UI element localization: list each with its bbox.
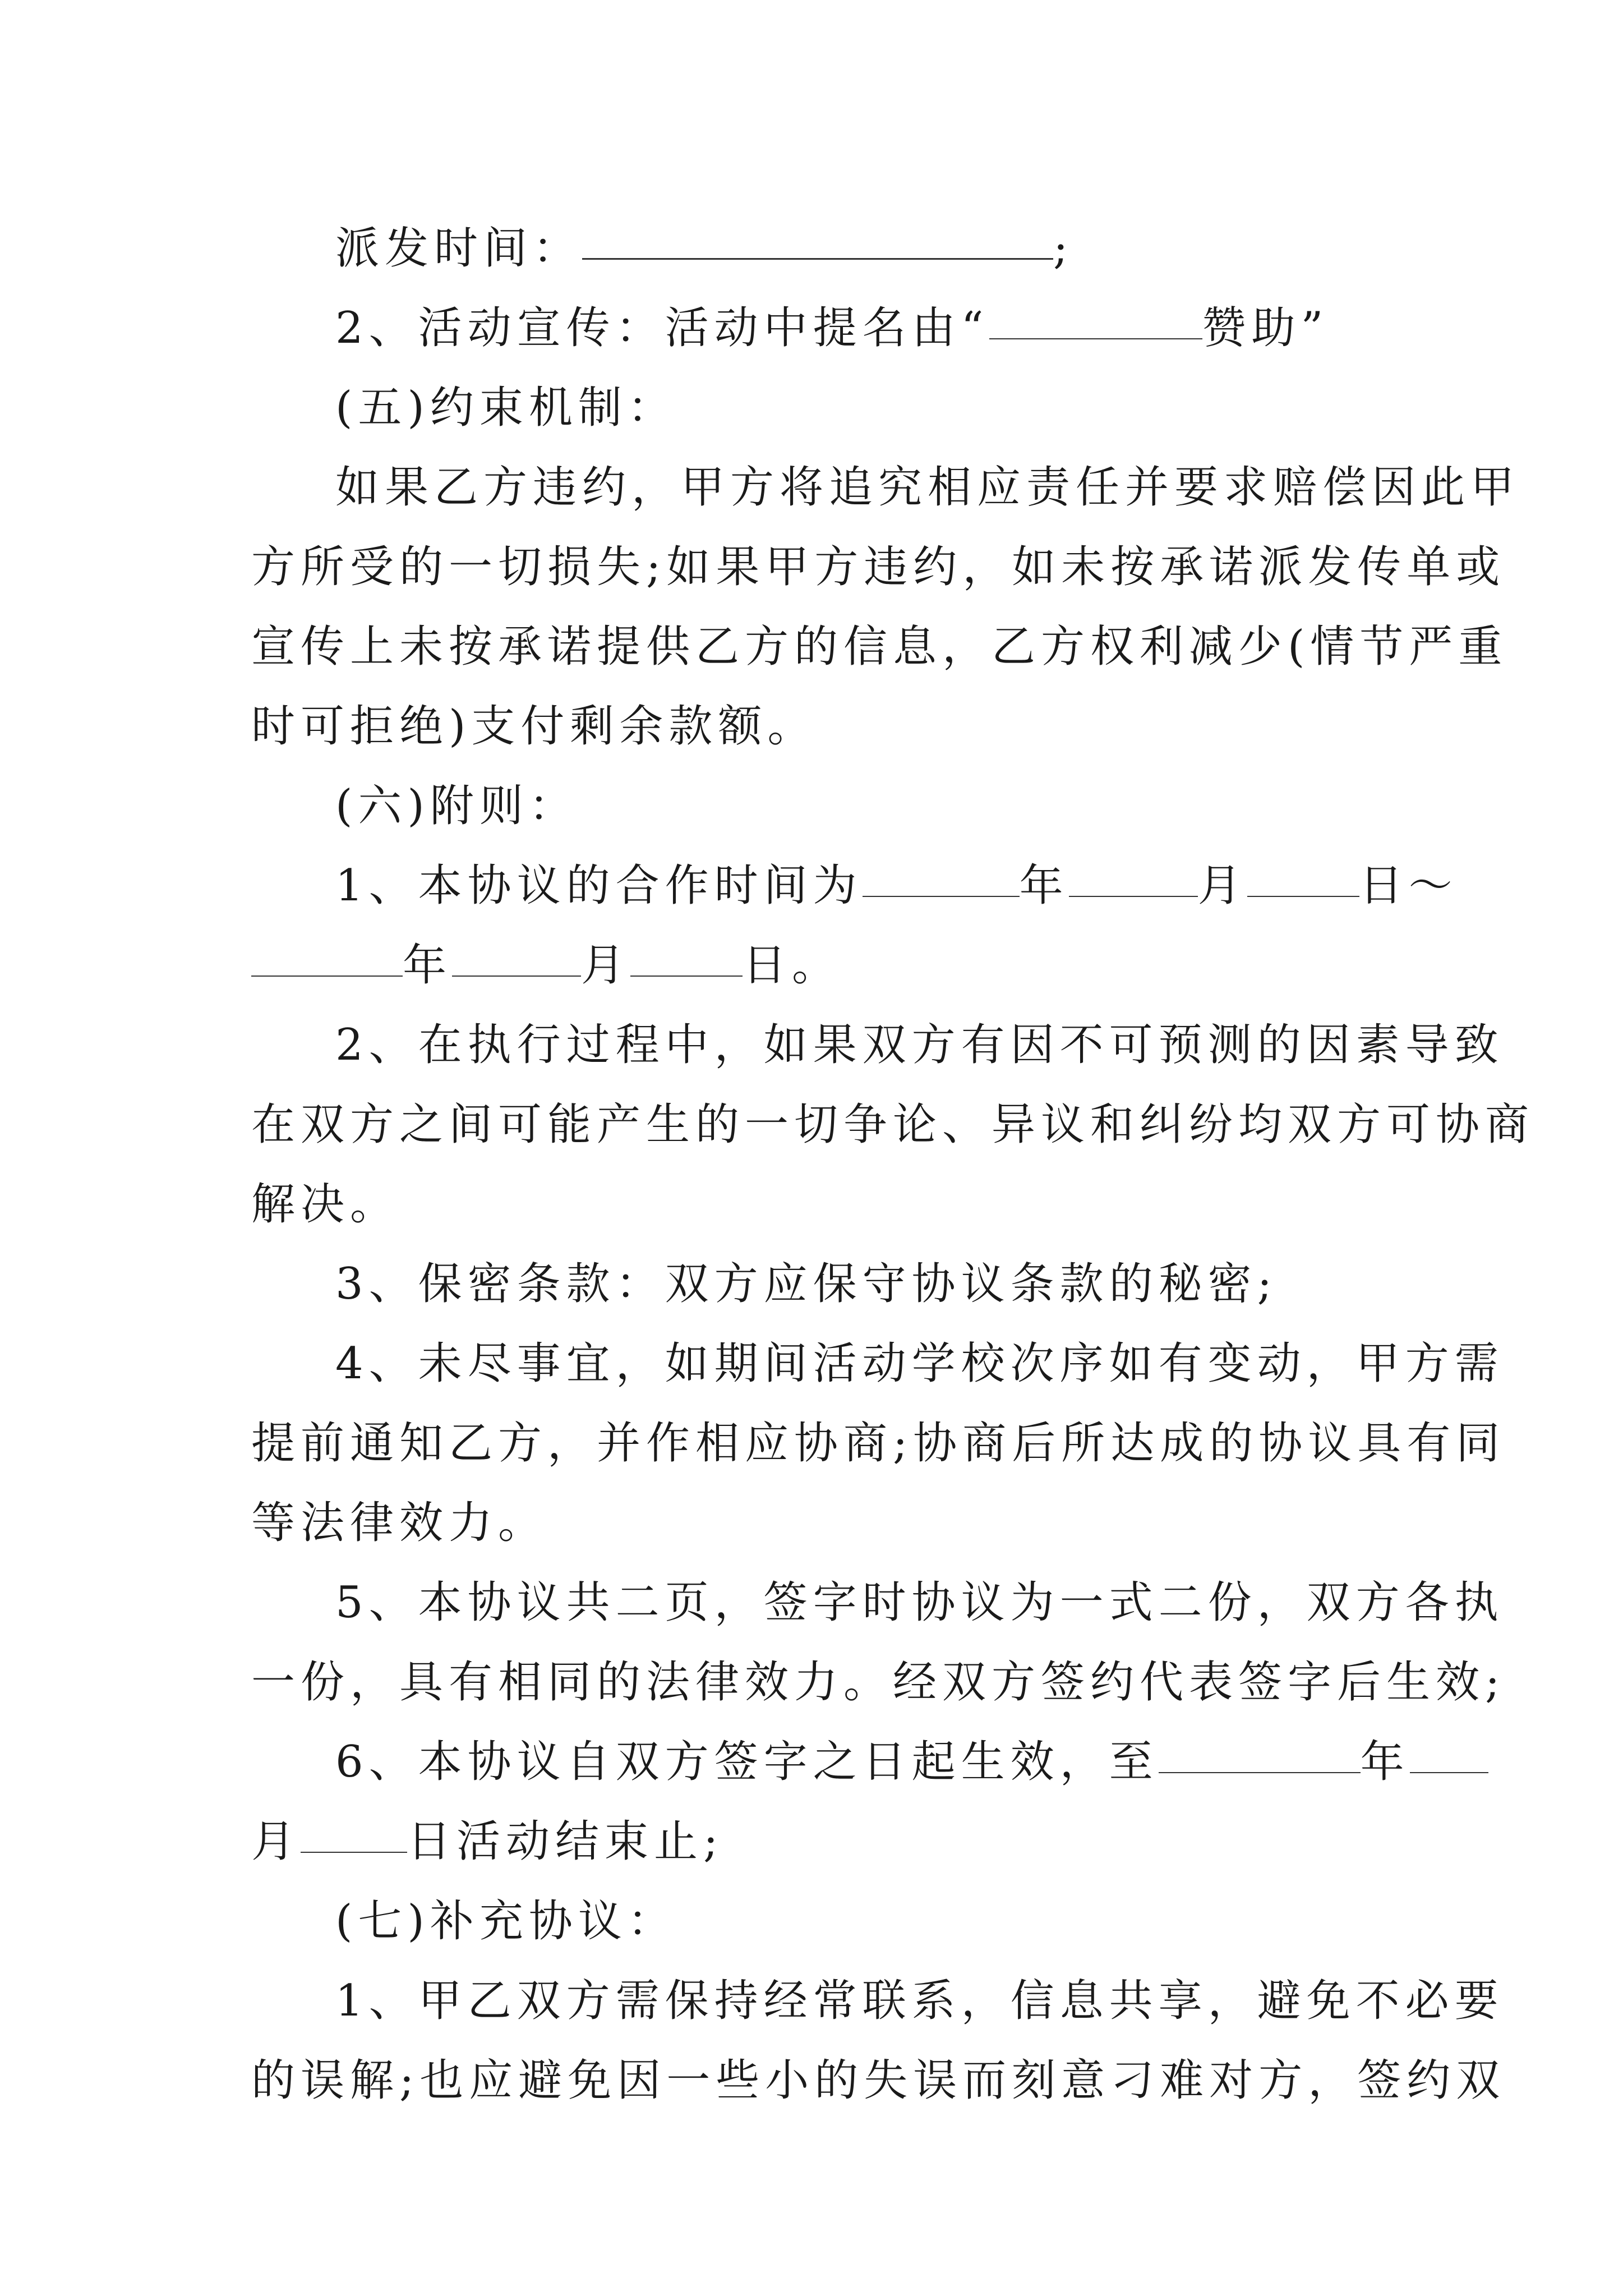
paragraph-line: 如果乙方违约，甲方将追究相应责任并要求赔偿因此甲 — [335, 462, 1520, 513]
effective-day-blank — [301, 1807, 407, 1853]
distribution-time-blank — [582, 213, 1053, 260]
cooperation-period-end-line — [251, 926, 1378, 1005]
paragraph-line: 宣传上未按承诺提供乙方的信息，乙方权利减少(情节严重 — [251, 622, 1508, 672]
paragraph-line: 1、甲乙双方需保持经常联系，信息共享，避免不必要 — [335, 1976, 1504, 2026]
effective-year-blank — [1159, 1727, 1361, 1773]
paragraph-line: 的误解;也应避免因一些小的失误而刻意刁难对方，签约双 — [251, 2055, 1506, 2106]
cooperation-period-line — [251, 846, 1458, 926]
section-heading-constraints: (五)约束机制： — [335, 383, 677, 433]
effective-month-blank-start — [1410, 1727, 1488, 1773]
distribution-time-line — [251, 209, 1378, 288]
paragraph-line: 提前通知乙方，并作相应协商;协商后所达成的协议具有同 — [251, 1418, 1506, 1469]
start-month-blank — [1069, 851, 1198, 897]
year-label: 年 — [1360, 1737, 1410, 1787]
paragraph-line: 等法律效力。 — [251, 1498, 548, 1548]
start-year-blank — [863, 851, 1020, 897]
start-day-blank — [1247, 851, 1359, 897]
day-label: 日。 — [743, 940, 842, 991]
month-label: 月 — [581, 940, 631, 991]
year-label: 年 — [1019, 861, 1069, 911]
effective-date-end-line — [251, 1802, 1378, 1881]
promotion-end: 赞助” — [1202, 303, 1329, 353]
distribution-time-label: 派发时间： — [335, 223, 583, 274]
end-year-blank — [251, 931, 403, 977]
promotion-text: 2、活动宣传：活动中提名由“ — [335, 303, 989, 353]
paragraph-line: 3、保密条款：双方应保守协议条款的秘密; — [335, 1259, 1278, 1309]
paragraph-line: 5、本协议共二页，签字时协议为一式二份，双方各执 — [335, 1577, 1504, 1628]
effective-date-text: 6、本协议自双方签字之日起生效，至 — [335, 1737, 1159, 1787]
paragraph-line: 在双方之间可能产生的一切争论、异议和纠纷均双方可协商 — [251, 1099, 1535, 1150]
document-page — [251, 209, 1535, 2120]
day-tilde-label: 日～ — [1359, 861, 1458, 911]
year-label: 年 — [403, 940, 453, 991]
activity-end-text: 日活动结束止; — [407, 1816, 724, 1867]
paragraph-line: 4、未尽事宜，如期间活动学校次序如有变动，甲方需 — [335, 1338, 1504, 1389]
section-heading-supplement: (七)补充协议： — [335, 1896, 677, 1947]
paragraph-line: 2、在执行过程中，如果双方有因不可预测的因素导致 — [335, 1020, 1504, 1070]
paragraph-line: 时可拒绝)支付剩余款额。 — [251, 701, 817, 752]
effective-date-line — [251, 1722, 1410, 1802]
end-month-blank — [452, 931, 581, 977]
sponsor-blank — [989, 293, 1202, 339]
paragraph-line: 方所受的一切损失;如果甲方违约，如未按承诺派发传单或 — [251, 542, 1506, 592]
paragraph-line: 一份，具有相同的法律效力。经双方签约代表签字后生效; — [251, 1657, 1506, 1708]
promotion-line — [251, 288, 1378, 368]
month-label: 月 — [1197, 861, 1247, 911]
month-label: 月 — [251, 1816, 301, 1867]
cooperation-period-text: 1、本协议的合作时间为 — [335, 861, 863, 911]
end-day-blank — [630, 931, 743, 977]
paragraph-line: 解决。 — [251, 1179, 400, 1230]
line-end-semicolon: ; — [1053, 223, 1074, 274]
section-heading-appendix: (六)附则： — [335, 781, 578, 831]
